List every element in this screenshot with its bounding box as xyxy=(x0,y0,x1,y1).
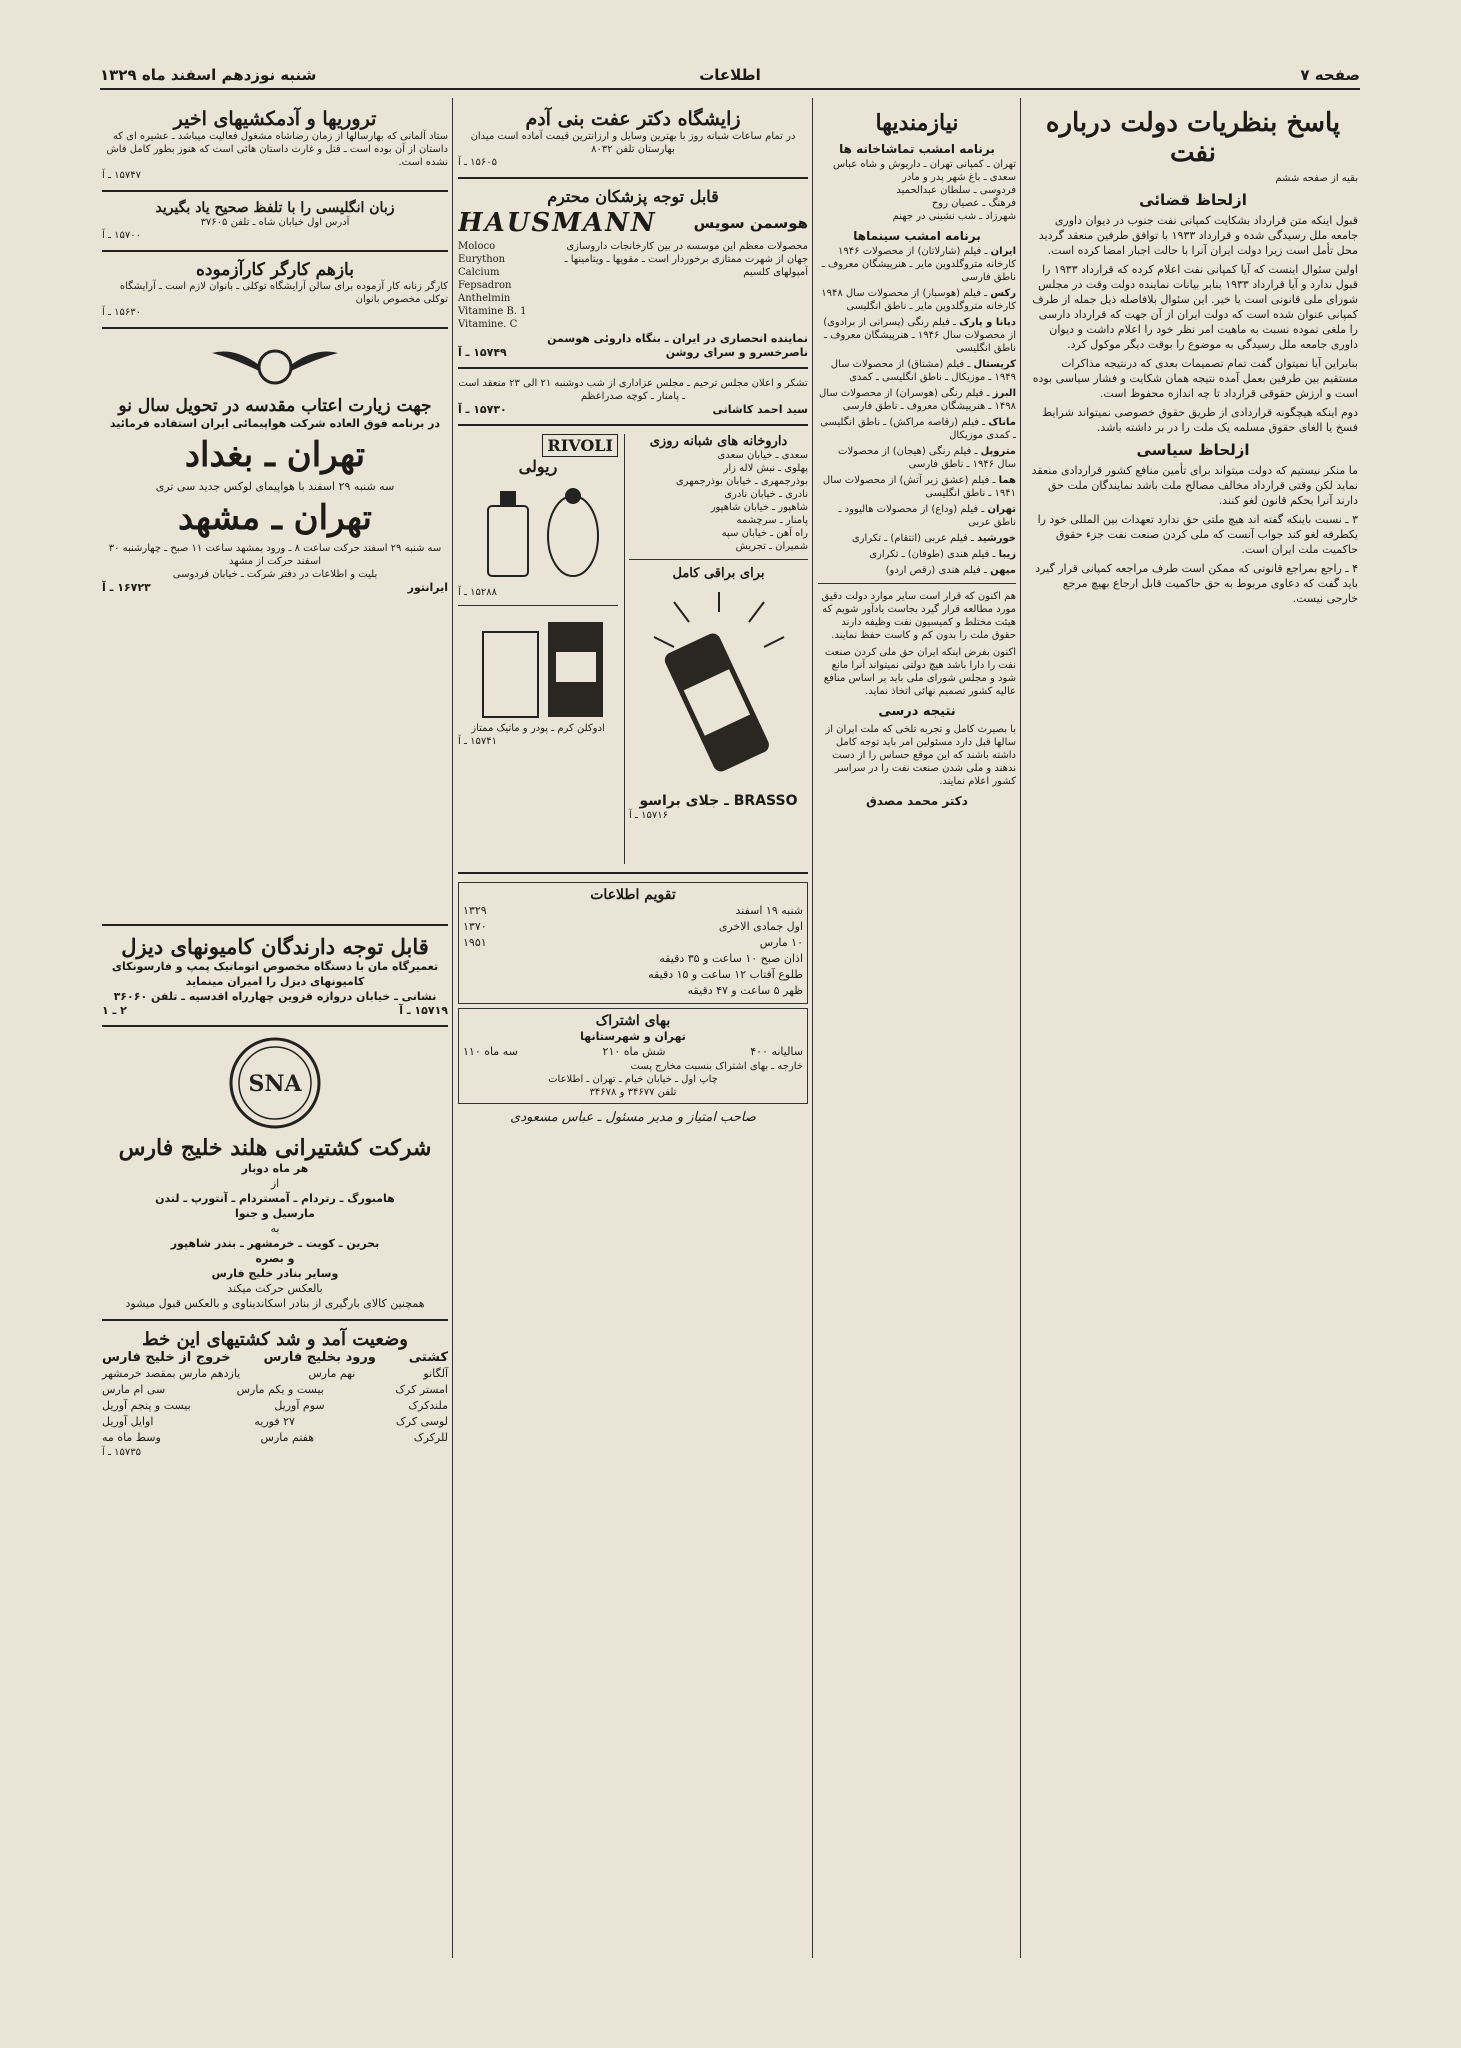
brasso-brand: BRASSO xyxy=(733,793,798,809)
route-2-text: سه شنبه ۲۹ اسفند حرکت ساعت ۸ ـ ورود بمشهد ساعت ۱۱ صبح ـ چهارشنبه ۳۰ اسفند حرکت از مشهد xyxy=(108,543,442,567)
ad-code: ۱۵۶۰۵ ـ آ xyxy=(458,157,497,168)
shipping-line: و بصره xyxy=(255,1252,295,1265)
product-name: Eurython xyxy=(458,254,506,265)
product-name: Vitamine B. 1 xyxy=(458,306,527,317)
section-heading: نتیجه درسی xyxy=(878,704,956,719)
rivoli-fa: ریولی xyxy=(518,457,558,476)
cinema-item: البرز ـ فیلم رنگی (هوسران) از محصولات سال ۱۴۹۸ ـ هنرپیشگان معروف ـ ناطق فارسی xyxy=(819,388,1016,412)
subscription-prices xyxy=(463,1044,803,1060)
hausmann-text: محصولات معظم این موسسه در بین کارخانجات داروسازی جهان از شهرت ممتازی برخوردار است ـ مقویها ـ ویتامینها ـ آمپولهای کلسیم xyxy=(564,241,808,278)
office-address: چاپ اول ـ خیابان خیام ـ تهران ـ اطلاعات xyxy=(548,1074,718,1085)
divider xyxy=(629,559,808,560)
article-paragraph: بنابراین آیا نمیتوان گفت تمام تصمیمات بعدی که درنتیجه مذاکرات مستقیم بین طرفین بعمل آمده نتیجه همان شکایت و فشار سیاسی بوده است و ارزش حقوقی قرارداد تا چه اندازه محفوظ است. xyxy=(1032,357,1358,400)
mourning-footer xyxy=(458,403,808,416)
subscription-subtitle: تهران و شهرستانها xyxy=(580,1030,686,1043)
cinema-name: زیبا xyxy=(998,549,1016,560)
eau-de-cologne-illustration xyxy=(468,612,618,722)
theatre-item: تهران ـ کمپانی تهران ـ داریوش و شاه عباس xyxy=(832,159,1016,170)
theatre-item: فرهنگ ـ عصیان روح xyxy=(931,198,1016,209)
cinema-name: کریستال xyxy=(973,359,1016,370)
ad-code: ۱۵۷۳۰ ـ آ xyxy=(458,403,507,416)
page-header xyxy=(100,62,1360,90)
ad-code: ۱۵۷۴۹ ـ آ xyxy=(458,346,507,359)
ship-arrival: هفتم مارس xyxy=(260,1431,315,1444)
cinema-desc: فیلم هندی (طوفان) ـ تکراری xyxy=(869,549,990,560)
subscription-title: بهای اشتراک xyxy=(595,1013,671,1029)
calendar-row xyxy=(463,951,803,967)
product-name: Anthelmin xyxy=(458,293,511,304)
classifieds-column xyxy=(818,100,1016,1958)
cinema-name: دیانا و پارک xyxy=(959,317,1016,328)
mourning-notice: تشکر و اعلان مجلس ترحیم ـ مجلس عزاداری از شب دوشنبه ۲۱ الی ۲۳ منعقد است ـ پامنار ـ کوچه صدراعظم xyxy=(458,378,808,402)
ship-status-header xyxy=(102,1350,448,1366)
language-ad-text: آدرس اول خیابان شاه ـ تلفن ۳۷۶۰۵ xyxy=(200,217,350,228)
ship-arrival: بیست و یکم مارس xyxy=(236,1383,324,1396)
foreign-subscription: خارجه ـ بهای اشتراک بنسبت مخارج پست xyxy=(630,1061,803,1072)
shipping-line: وسایر بنادر خلیج فارس xyxy=(211,1267,339,1280)
pharmacy-item: شمیران ـ تجریش xyxy=(735,541,808,552)
diesel-ad-subtitle: تعمیرگاه مان با دستگاه مخصوص اتوماتیک پمپ و فارسونکای xyxy=(111,960,439,973)
divider xyxy=(458,872,808,874)
ship-name: للرکرک xyxy=(413,1431,448,1444)
shipping-line: هامبورگ ـ رتردام ـ آمستردام ـ آنتورپ ـ لندن xyxy=(155,1192,395,1205)
shipping-line: هر ماه دوبار xyxy=(241,1162,309,1175)
article-paragraph: با بصیرت کامل و تجربه تلخی که ملت ایران از سالها قبل دارد مسئولین امر باید توجه کامل داشته باشند که این موقع حساس را از دست ندهند و ملی شدن صنعت نفت را در سراسر کشور اعلام نمایند. xyxy=(825,724,1016,787)
cinema-item: رکس ـ فیلم (هوسباز) از محصولات سال ۱۹۴۸ کارخانه متروگلدوین مایر ـ ناطق انگلیسی xyxy=(821,288,1016,312)
calendar-title: تقویم اطلاعات xyxy=(590,887,676,903)
continuation-note: بقیه از صفحه ششم xyxy=(1275,173,1358,184)
hausmann-products xyxy=(458,240,558,331)
column-divider xyxy=(452,98,453,1958)
product-name: Vitamine. C xyxy=(458,319,518,330)
price-item: سه ماه ۱۱۰ xyxy=(463,1045,518,1058)
price-item: شش ماه ۲۱۰ xyxy=(602,1045,666,1058)
pharmacy-list xyxy=(629,449,808,553)
shipping-title: شرکت کشتیرانی هلند خلیج فارس xyxy=(118,1135,432,1161)
brasso-brand-fa: جلای براسو xyxy=(639,793,720,809)
cinema-item: کریستال ـ فیلم (مشتاق) از محصولات سال ۱۹۴۹ ـ موزیکال ـ ناطق انگلیسی ـ کمدی xyxy=(830,359,1016,383)
divider xyxy=(102,1025,448,1027)
ad-code: ۱۵۷۴۱ ـ آ xyxy=(458,736,497,747)
table-row xyxy=(102,1382,448,1398)
ship-departure: اوایل آوریل xyxy=(102,1415,154,1428)
publisher-line: صاحب امتیاز و مدیر مسئول ـ عباس مسعودی xyxy=(510,1110,756,1125)
divider xyxy=(102,327,448,329)
cinema-item: تهران ـ فیلم (وداع) از محصولات هالیوود ـ ناطق عربی xyxy=(838,504,1016,528)
shipping-line: بالعکس حرکت میکند xyxy=(227,1282,323,1295)
ship-departure: یازدهم مارس بمقصد خرمشهر xyxy=(102,1367,241,1380)
mourning-signature: سید احمد کاشانی xyxy=(712,403,808,416)
shipping-line: به xyxy=(270,1222,280,1235)
cinema-item: زیبا ـ فیلم هندی (طوفان) ـ تکراری xyxy=(869,549,1016,560)
price-item: سالیانه ۴۰۰ xyxy=(750,1045,803,1058)
shipping-line: مارسیل و جنوا xyxy=(235,1207,315,1220)
ads-column-middle xyxy=(458,100,808,1958)
airline-footer xyxy=(102,581,448,594)
article-paragraph: ۴ ـ راجع بمراجع قانونی که ممکن است طرف مراجعه کمپانی قرار گیرد باید گفت که دعاوی مربوط به حق حاکمیت قابل ارجاع بهیچ مرجع خارجی نیست. xyxy=(1035,562,1358,605)
divider xyxy=(458,177,808,179)
diesel-ad-title: قابل توجه دارندگان کامیونهای دیزل xyxy=(121,934,429,959)
divider xyxy=(102,190,448,192)
pharmacy-and-ads-row xyxy=(458,434,808,864)
hausmann-ad-title: قابل توجه پزشکان محترم xyxy=(547,187,719,206)
cinema-item: متروپل ـ فیلم رنگی (هیجان) از محصولات سال ۱۹۴۶ ـ ناطق فارسی xyxy=(838,446,1016,470)
airline-ad-title: جهت زیارت اعتاب مقدسه در تحویل سال نو xyxy=(118,396,432,416)
theatre-item: سعدی ـ باغ شهر پدر و مادر xyxy=(902,172,1016,183)
cinema-desc: فیلم (هوسباز) از محصولات سال ۱۹۴۸ کارخانه متروگلدوین مایر ـ ناطق انگلیسی xyxy=(821,288,1016,312)
job-ad-text: کارگر زنانه کار آزموده برای سالن آرایشگاه توکلی ـ بانوان لازم است ـ آرایشگاه توکلی مخصوص بانوان xyxy=(119,281,448,305)
article-paragraph: اکنون بفرض اینکه ایران حق ملی کردن صنعت نفت را دارا باشد هیچ دولتی نمیتواند آنرا مانع شود و مجلس شورای ملی باید بر اساس منافع عالیه کشور تصمیم نهائی اتخاذ نماید. xyxy=(823,647,1016,697)
calendar-row xyxy=(463,903,803,919)
news-title: تروریها و آدمکشیهای اخیر xyxy=(173,108,377,130)
calendar-label: ظهر ۵ ساعت و ۴۷ دقیقه xyxy=(687,984,803,997)
article-paragraph: دوم اینکه هیچگونه قراردادی از طریق حقوق خصوصی نمیتواند شرایط فسخ یا الغای حقوق مسلمه یک ملت را در بر داشته باشد. xyxy=(1041,406,1358,434)
product-name: Moloco xyxy=(458,241,496,252)
cinema-name: میهن xyxy=(990,565,1016,576)
cinema-name: هما xyxy=(998,475,1016,486)
cinema-desc: فیلم (شارلاتان) از محصولات ۱۹۴۶ کارخانه متروگلدوین مایر ـ هنرپیشگان معروف ـ ناطق فارسی xyxy=(821,246,1016,283)
route-1-text: سه شنبه ۲۹ اسفند با هواپیمای لوکس جدید سی تری xyxy=(155,480,395,493)
calendar-label: شنبه ۱۹ اسفند xyxy=(735,904,803,917)
calendar-value: ۱۳۲۹ xyxy=(463,904,487,917)
ad-code: ۱۵۲۸۸ ـ آ xyxy=(458,587,497,598)
hausmann-address: ناصرخسرو و سرای روشن xyxy=(665,346,808,359)
pharmacy-item: شاهپور ـ خیابان شاهپور xyxy=(710,502,808,513)
hausmann-agent: نماینده انحصاری در ایران ـ بنگاه داروئی هوسمن xyxy=(547,332,808,345)
ship-departure: بیست و پنجم آوریل xyxy=(102,1399,191,1412)
ship-departure: وسط ماه مه xyxy=(102,1431,161,1444)
calendar-box xyxy=(458,882,808,1004)
hausmann-logo: HAUSMANN xyxy=(458,208,657,238)
theatre-item: شهرزاد ـ شب نشینی در جهنم xyxy=(892,211,1016,222)
pharmacy-item: پامنار ـ سرچشمه xyxy=(736,515,808,526)
cinema-item: ایران ـ فیلم (شارلاتان) از محصولات ۱۹۴۶ کارخانه متروگلدوین مایر ـ هنرپیشگان معروف ـ ناطق فارسی xyxy=(821,246,1016,283)
ship-departure: سی ام مارس xyxy=(102,1383,166,1396)
cinema-item: ماناک ـ فیلم (رقاصه مراکش) ـ ناطق انگلیسی ـ کمدی موزیکال xyxy=(820,417,1016,441)
shipping-line: بحرین ـ کویت ـ خرمشهر ـ بندر شاهپور xyxy=(170,1237,380,1250)
shipping-logo xyxy=(227,1035,323,1131)
pharmacy-item: بوذرجمهری ـ خیابان بوذرجمهری xyxy=(675,476,808,487)
pharmacy-item: راه آهن ـ خیابان سپه xyxy=(721,528,808,539)
article-paragraph: ۳ ـ نسبت باینکه گفته اند هیچ ملتی حق ندارد تعهدات بین المللی خود را یکطرفه لغو کند جواب آنست که ملی کردن صنعت نفت جزء حقوق حاکمیت ملت ایران است. xyxy=(1037,513,1358,556)
divider xyxy=(458,424,808,426)
cinema-list xyxy=(818,245,1016,577)
product-name: Fepsadron xyxy=(458,280,512,291)
cinema-name: خورشید xyxy=(977,533,1016,544)
diesel-ad-address: نشانی ـ خیابان دروازه قزوین چهارراه اقدسیه ـ تلفن ۳۶۰۶۰ xyxy=(113,990,437,1003)
oil-article-title: پاسخ بنظریات دولت درباره نفت xyxy=(1045,108,1341,168)
oil-article-column xyxy=(1028,100,1358,1958)
ship-name: ملندکرک xyxy=(408,1399,448,1412)
article-signature: دکتر محمد مصدق xyxy=(866,794,968,808)
office-phones: تلفن ۳۴۶۷۷ و ۳۴۶۷۸ xyxy=(589,1087,677,1098)
article-paragraph: اولین سئوال اینست که آیا کمپانی نفت اعلام کرده که قرارداد ۱۹۳۳ را قبول ندارد و آیا قرارداد ۱۹۳۳ بنابر بیانات نماینده دولت وقت در مجلس شورای ملی قانونی است یا خیر. این سئوال بلافاصله ذیل جمله از طرف کمپانی عنوان شده است که دولت ایران از آن جهت که قرارداد دارسی را ملغی نموده نسبت به ماهیت امر نظر خود را اعلام داشت و دیوان داوری جامعه ملل رسیدگی به موضوع را بوقت دیگر موکول کرد. xyxy=(1032,263,1358,351)
section-heading: ازلحاظ سیاسی xyxy=(1136,441,1250,459)
calendar-row xyxy=(463,935,803,951)
table-row xyxy=(102,1430,448,1446)
theatre-list xyxy=(818,158,1016,223)
cinema-name: متروپل xyxy=(980,446,1016,457)
hausmann-brand-row xyxy=(458,208,808,238)
perfume-illustration xyxy=(468,476,618,586)
shipping-line: همچنین کالای بارگیری از بنادر اسکاندیناوی و بالعکس قبول میشود xyxy=(125,1297,425,1310)
cinema-desc: فیلم رنگی (پسرانی از برادوی) از محصولات سال ۱۹۴۶ ـ هنرپیشگان معروف ـ ناطق انگلیسی xyxy=(823,317,1016,354)
ship-name: امستر کرک xyxy=(395,1383,448,1396)
ad-code: ۱۵۷۱۹ ـ آ xyxy=(399,1004,448,1017)
divider xyxy=(102,1319,448,1321)
hausmann-brand-fa: هوسمن سویس xyxy=(693,214,808,232)
column-divider xyxy=(812,98,813,1958)
hausmann-body xyxy=(458,240,808,331)
divider xyxy=(458,605,618,606)
ship-arrival: سوم آوریل xyxy=(274,1399,325,1412)
hausmann-footer xyxy=(458,346,808,359)
cinema-desc: فیلم عربی (انتقام) ـ تکراری xyxy=(851,533,968,544)
calendar-label: ۱۰ مارس xyxy=(759,936,803,949)
ad-code: ۱۵۷۴۷ ـ آ xyxy=(102,170,141,181)
ship-status-title: وضعیت آمد و شد کشتیهای این خط xyxy=(142,1329,408,1350)
cinema-desc: فیلم هندی (رقص اردو) xyxy=(885,565,981,576)
column-header: کشتی xyxy=(408,1350,448,1365)
column-header: ورود بخلیج فارس xyxy=(263,1350,376,1365)
rivoli-logo: RIVOLI xyxy=(542,434,618,457)
divider xyxy=(102,924,448,926)
cinema-desc: فیلم رنگی (هیجان) از محصولات سال ۱۹۴۶ ـ ناطق فارسی xyxy=(838,446,1016,470)
brasso-illustration xyxy=(644,587,794,787)
cinema-item: دیانا و پارک ـ فیلم رنگی (پسرانی از برادوی) از محصولات سال ۱۹۴۶ ـ هنرپیشگان معروف ـ ناطق انگلیسی xyxy=(823,317,1016,354)
subscription-box xyxy=(458,1008,808,1104)
eau-de-cologne-text: ادوکلن کرم ـ پودر و ماتیک ممتاز xyxy=(471,723,605,734)
ship-arrival: ۲۷ فوریه xyxy=(254,1415,295,1428)
cinema-item: میهن ـ فیلم هندی (رقص اردو) xyxy=(885,565,1016,576)
calendar-value: ۱۹۵۱ xyxy=(463,936,487,949)
cinema-name: البرز xyxy=(992,388,1016,399)
cinema-name: رکس xyxy=(990,288,1016,299)
shipping-line: از xyxy=(270,1177,280,1190)
ad-code: ۱۵۷۱۶ ـ آ xyxy=(629,810,668,821)
pharmacy-title: داروخانه های شبانه روزی xyxy=(649,434,788,449)
calendar-row xyxy=(463,919,803,935)
maternity-ad-title: زایشگاه دکتر عفت بنی آدم xyxy=(525,108,741,130)
pharmacy-box xyxy=(624,434,808,864)
table-row xyxy=(102,1398,448,1414)
cinema-desc: فیلم (مشتاق) از محصولات سال ۱۹۴۹ ـ موزیکال ـ ناطق انگلیسی ـ کمدی xyxy=(830,359,1016,383)
cinema-name: ماناک xyxy=(988,417,1016,428)
theatre-program-heading: برنامه امشب تماشاخانه ها xyxy=(839,142,995,156)
issue-date: شنبه نوزدهم اسفند ماه ۱۳۲۹ xyxy=(100,66,317,84)
pharmacy-item: نادری ـ خیابان نادری xyxy=(724,489,808,500)
ship-arrival: نهم مارس xyxy=(308,1367,356,1380)
ad-code: ۱۶۷۲۳ ـ آ xyxy=(102,581,151,594)
job-ad-title: بازهم کارگر کارآزموده xyxy=(196,260,354,280)
column-divider xyxy=(1020,98,1021,1958)
table-row xyxy=(102,1366,448,1382)
cinema-name: ایران xyxy=(990,246,1016,257)
ship-name: آلگانو xyxy=(423,1367,448,1380)
calendar-row xyxy=(463,983,803,999)
airline-brand: ایرانتور xyxy=(407,581,448,594)
calendar-row xyxy=(463,967,803,983)
product-name: Calcium xyxy=(458,267,500,278)
ad-code: ۱۵۷۰۰ ـ آ xyxy=(102,230,141,241)
cinema-desc: فیلم (وداع) از محصولات هالیوود ـ ناطق عربی xyxy=(838,504,1016,528)
calendar-label: اول جمادی الاخری xyxy=(718,920,803,933)
calendar-label: اذان صبح ۱۰ ساعت و ۳۵ دقیقه xyxy=(659,952,803,965)
page-number: صفحه ۷ xyxy=(1300,66,1360,84)
pharmacy-item: پهلوی ـ نبش لاله زار xyxy=(723,463,808,474)
cinema-name: تهران xyxy=(987,504,1016,515)
theatre-item: فردوسی ـ سلطان عبدالحمید xyxy=(896,185,1016,196)
column-header: خروج از خلیج فارس xyxy=(102,1350,231,1365)
diesel-ad-text: کامیونهای دیزل را امیران مینماید xyxy=(185,975,365,988)
ad-code: ۲ ـ ۱ xyxy=(102,1004,127,1017)
cinema-program-heading: برنامه امشب سینماها xyxy=(853,229,981,243)
article-paragraph: قبول اینکه متن قرارداد بشکایت کمپانی نفت جنوب در دیوان داوری جامعه ملل رسیدگی شده و قرارداد ۱۹۳۳ با توافق طرفین منعقد گردید محل تأمل است زیرا دولت ایران آنرا با حالت اجبار امضا کرده است. xyxy=(1038,214,1358,257)
airline-logo xyxy=(210,337,340,392)
airline-ad-subtitle: در برنامه فوق العاده شرکت هواپیمائی ایران استفاده فرمائید xyxy=(109,417,441,430)
cinema-item: هما ـ فیلم (عشق زیر آتش) از محصولات سال ۱۹۴۱ ـ ناطق انگلیسی xyxy=(822,475,1016,499)
shipping-logo-text: SNA xyxy=(248,1071,302,1097)
route-tehran-mashhad: تهران ـ مشهد xyxy=(177,498,372,538)
cinema-desc: فیلم (رقاصه مراکش) ـ ناطق انگلیسی ـ کمدی موزیکال xyxy=(820,417,1016,441)
airline-note: بلیت و اطلاعات در دفتر شرکت ـ خیابان فردوسی xyxy=(172,569,378,580)
ad-code: ۱۵۷۳۵ ـ آ xyxy=(102,1447,141,1458)
article-paragraph: هم اکنون که قرار است سایر موارد دولت دقیق مورد مطالعه قرار گیرد بجاست یادآور شویم که هیئت مختلط و کمیسیون نفت وظیفه دارند حقوق ملت را بدون کم و کاست حفظ نمایند. xyxy=(821,591,1016,641)
divider xyxy=(102,250,448,252)
wide-ads-block xyxy=(102,916,448,1459)
language-ad-title: زبان انگلیسی را با تلفظ صحیح یاد بگیرید xyxy=(155,200,395,216)
classifieds-title: نیازمندیها xyxy=(875,110,959,136)
pharmacy-item: سعدی ـ خیابان سعدی xyxy=(717,450,808,461)
section-heading: ازلحاظ قضائی xyxy=(1139,191,1247,209)
cinema-desc: فیلم رنگی (هوسران) از محصولات سال ۱۴۹۸ ـ هنرپیشگان معروف ـ ناطق فارسی xyxy=(819,388,1016,412)
table-row xyxy=(102,1414,448,1430)
maternity-ad-text: در تمام ساعات شبانه روز با بهترین وسایل و ارزانترین قیمت آماده است میدان بهارستان تلفن ۸۰۳۲ xyxy=(470,131,796,155)
ship-name: لوسی کرک xyxy=(395,1415,448,1428)
calendar-label: طلوع آفتاب ۱۲ ساعت و ۱۵ دقیقه xyxy=(648,968,803,981)
diesel-footer xyxy=(102,1004,448,1017)
article-paragraph: ما منکر نیستیم که دولت میتواند برای تأمین منافع کشور قراردادی منعقد نماید لکن وقتی قرارداد مخالف مصالح ملت باشد نمایندگان ملت حق دارند آنرا بحکم قانون لغو کنند. xyxy=(1031,464,1358,507)
perfume-ads xyxy=(458,434,618,864)
divider xyxy=(458,367,808,369)
newspaper-name: اطلاعات xyxy=(699,66,761,84)
gillette-title: برای براقی کامل xyxy=(672,566,765,581)
calendar-value: ۱۳۷۰ xyxy=(463,920,487,933)
cinema-item: خورشید ـ فیلم عربی (انتقام) ـ تکراری xyxy=(851,533,1016,544)
brasso-label: BRASSO ـ جلای براسو xyxy=(639,793,798,809)
ad-code: ۱۵۶۳۰ ـ آ xyxy=(102,307,141,318)
news-text: ستاد آلمانی که بهارسالها از زمان رضاشاه مشغول فعالیت میباشد ـ عشیره ای که داستان از آن بوده است ـ قتل و غارت داستان هائی است که هنوز بطور کامل فاش نشده است. xyxy=(106,131,448,168)
route-tehran-baghdad: تهران ـ بغداد xyxy=(184,435,366,475)
divider xyxy=(818,583,1016,584)
cinema-desc: فیلم (عشق زیر آتش) از محصولات سال ۱۹۴۱ ـ ناطق انگلیسی xyxy=(822,475,1016,499)
